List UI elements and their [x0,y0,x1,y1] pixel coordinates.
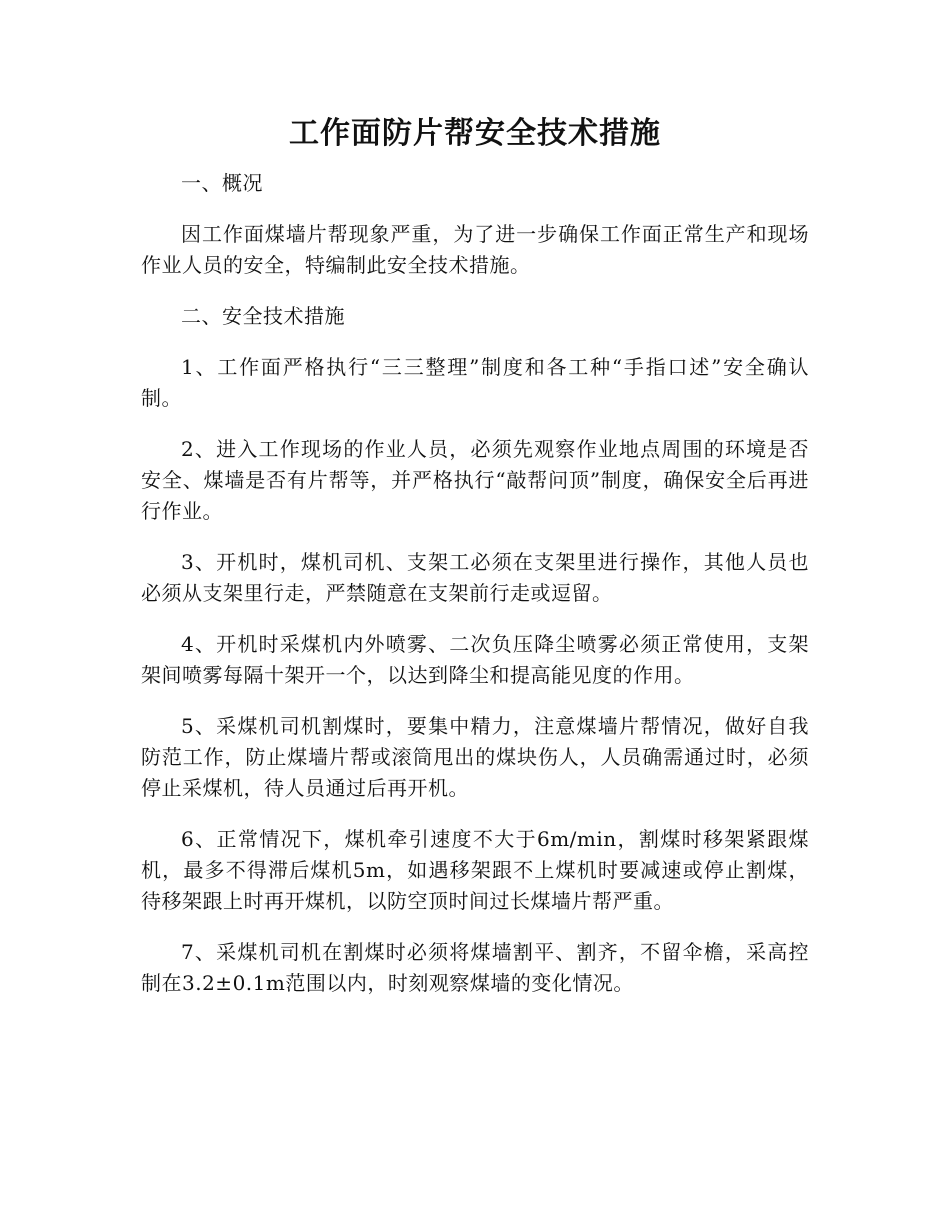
paragraph-measure-1: 1、工作面严格执行“三三整理”制度和各工种“手指口述”安全确认制。 [141,355,809,410]
paragraph-measure-3: 3、开机时，煤机司机、支架工必须在支架里进行操作，其他人员也必须从支架里行走，严禁随意在支架前行走或逗留。 [141,550,809,605]
paragraph-measure-5: 5、采煤机司机割煤时，要集中精力，注意煤墙片帮情况，做好自我防范工作，防止煤墙片帮或滚筒甩出的煤块伤人，人员确需通过时，必须停止采煤机，待人员通过后再开机。 [141,714,809,800]
paragraph-measure-7: 7、采煤机司机在割煤时必须将煤墙割平、割齐，不留伞檐，采高控制在3.2±0.1m范围以内，时刻观察煤墙的变化情况。 [141,940,809,995]
document-title: 工作面防片帮安全技术措施 [289,116,661,151]
paragraph-overview: 因工作面煤墙片帮现象严重，为了进一步确保工作面正常生产和现场作业人员的安全，特编制此安全技术措施。 [141,222,809,277]
paragraph-measure-6: 6、正常情况下，煤机牵引速度不大于6m/min，割煤时移架紧跟煤机，最多不得滞后煤机5m，如遇移架跟不上煤机时要减速或停止割煤，待移架跟上时再开煤机，以防空顶时间过长煤墙片帮严重。 [141,827,809,913]
paragraph-measure-4: 4、开机时采煤机内外喷雾、二次负压降尘喷雾必须正常使用，支架架间喷雾每隔十架开一个，以达到降尘和提高能见度的作用。 [141,632,809,687]
paragraph-measure-2: 2、进入工作现场的作业人员，必须先观察作业地点周围的环境是否安全、煤墙是否有片帮等，并严格执行“敲帮问顶”制度，确保安全后再进行作业。 [141,437,809,523]
document-body [141,168,809,1019]
section-heading-overview: 一、概况 [181,171,263,195]
section-heading-safety-measures: 二、安全技术措施 [181,304,345,328]
